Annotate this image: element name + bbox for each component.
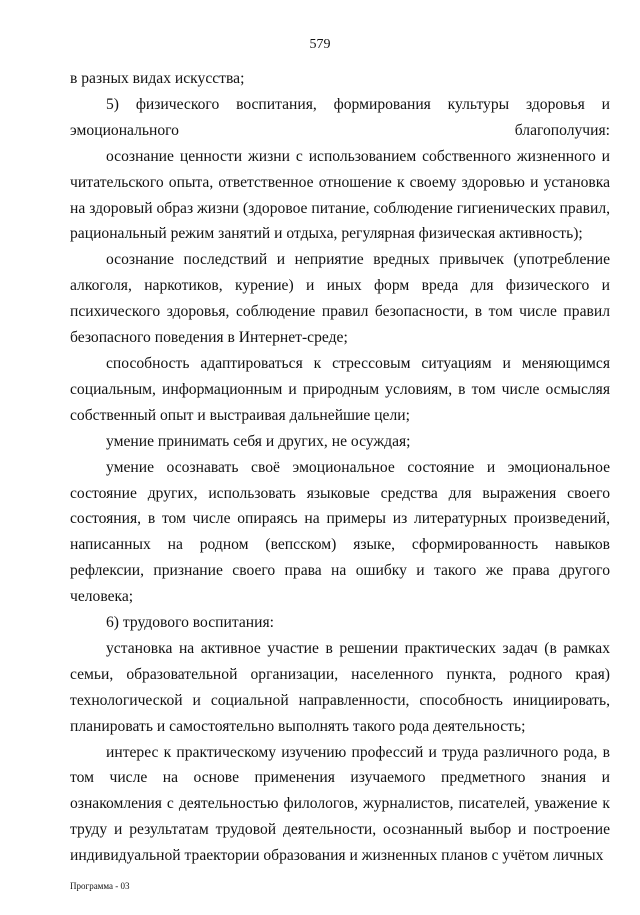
body-text xyxy=(70,66,610,869)
paragraph: интерес к практическому изучению профессий и труда различного рода, в том числе на основе применения изучаемого предметного знания и ознакомления с деятельностью филологов, журналистов, писателей, уважение к труду и результатам трудовой деятельности, осознанный выбор и построение индивидуальной траектории образования и жизненных планов с учётом личных xyxy=(70,743,610,865)
paragraph: умение принимать себя и других, не осуждая; xyxy=(106,432,411,450)
paragraph: умение осознавать своё эмоциональное состояние и эмоциональное состояние других, использовать языковые средства для выражения своего состояния, в том числе опираясь на примеры из литературных произведений, написанных на родном (вепсском) языке, сформированность навыков рефлексии, признание своего права на ошибку и такого же права другого человека; xyxy=(70,458,610,606)
section-heading-physical-education: 5) физического воспитания, формирования культуры здоровья и эмоционального благополучия: xyxy=(70,95,610,139)
paragraph: способность адаптироваться к стрессовым ситуациям и меняющимся социальным, информационным и природным условиям, в том числе осмысляя собственный опыт и выстраивая дальнейшие цели; xyxy=(70,354,610,424)
paragraph: осознание последствий и неприятие вредных привычек (употребление алкоголя, наркотиков, курение) и иных форм вреда для физического и психического здоровья, соблюдение правил безопасности, в том числе правил безопасного поведения в Интернет-среде; xyxy=(70,251,610,347)
paragraph: осознание ценности жизни с использованием собственного жизненного и читательского опыта, ответственное отношение к своему здоровью и установка на здоровый образ жизни (здоровое питание, соблюдение гигиенических правил, рациональный режим занятий и отдыха, регулярная физическая активность); xyxy=(70,147,610,243)
paragraph: в разных видах искусства; xyxy=(70,70,245,87)
footer-program-label: Программа - 03 xyxy=(70,881,130,891)
page-number: 579 xyxy=(309,37,331,52)
section-heading-labor-education: 6) трудового воспитания: xyxy=(106,614,274,632)
paragraph: установка на активное участие в решении практических задач (в рамках семьи, образовательной организации, населенного пункта, родного края) технологической и социальной направленности, способность инициировать, планировать и самостоятельно выполнять такого рода деятельность; xyxy=(70,639,610,735)
